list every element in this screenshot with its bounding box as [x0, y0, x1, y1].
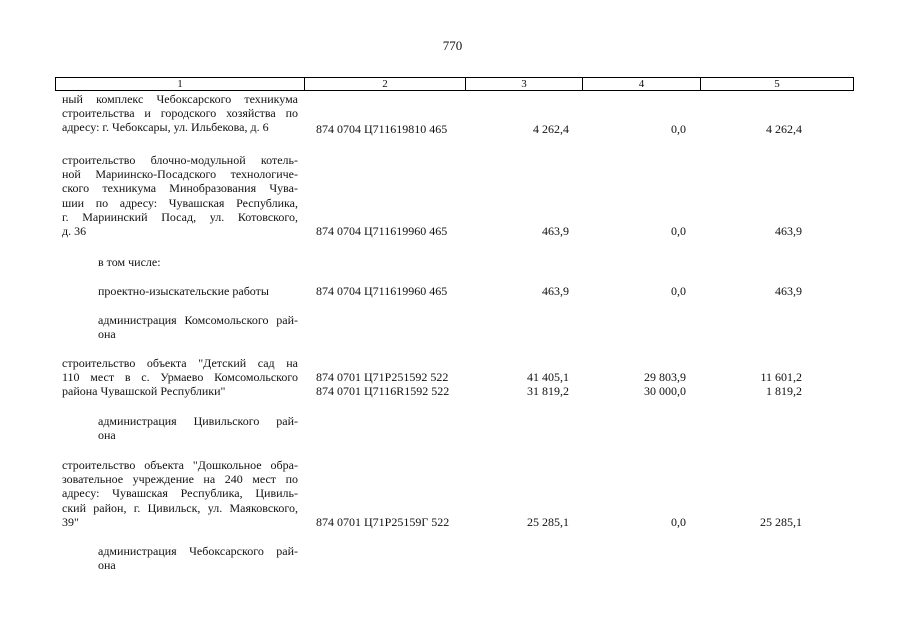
description-line: она [98, 428, 116, 443]
value-col4: 0,0 [671, 515, 686, 529]
budget-code: 874 0704 Ц711619960 465 [316, 284, 448, 298]
value-col5: 25 285,1 [760, 515, 802, 529]
column-header-4: 4 [583, 78, 701, 90]
value-col5: 11 601,2 [760, 370, 802, 384]
description-line: в том числе: [98, 255, 161, 269]
description-line: шии по адресу: Чувашская Республика, [62, 195, 298, 210]
description-line: д. 36 [62, 224, 87, 239]
description-line: зовательное учреждение на 240 мест по [62, 472, 298, 487]
description-line: ский район, г. Цивильск, ул. Маяковского, [62, 500, 298, 515]
value-col3: 31 819,2 [527, 384, 569, 398]
row-description [62, 92, 298, 135]
description-line: строительство объекта "Дошкольное обра- [62, 458, 298, 472]
budget-code: 874 0701 Ц71Р251592 522 [316, 370, 449, 384]
description-line: проектно-изыскательские работы [98, 284, 269, 298]
value-col5: 4 262,4 [766, 122, 802, 136]
row-description [98, 255, 298, 269]
row-description [98, 313, 298, 341]
row-description [62, 458, 298, 529]
value-col4: 0,0 [671, 122, 686, 136]
description-line: она [98, 558, 116, 573]
page-number: 770 [442, 38, 463, 53]
description-line: строительства и городского хозяйства по [62, 106, 298, 121]
value-col3: 41 405,1 [527, 370, 569, 384]
column-header-1: 1 [56, 78, 305, 90]
value-col5: 463,9 [775, 284, 802, 298]
description-line: 39" [62, 514, 79, 529]
table-header [55, 77, 854, 91]
budget-code: 874 0704 Ц711619810 465 [316, 122, 448, 136]
row-description [98, 414, 298, 442]
value-col5: 463,9 [775, 224, 802, 238]
description-line: администрация Комсомольского рай- [98, 313, 298, 327]
description-line: адресу: Чувашская Республика, Цивиль- [62, 486, 298, 501]
budget-code: 874 0701 Ц71Р25159Г 522 [316, 515, 450, 529]
column-header-3: 3 [466, 78, 583, 90]
description-line: адресу: г. Чебоксары, ул. Ильбекова, д. 6 [62, 120, 269, 135]
value-col4: 0,0 [671, 224, 686, 238]
value-col3: 4 262,4 [533, 122, 569, 136]
value-col5: 1 819,2 [766, 384, 802, 398]
description-line: г. Мариинский Посад, ул. Котовского, [62, 209, 298, 224]
description-line: она [98, 327, 116, 342]
description-line: администрация Цивильского рай- [98, 414, 298, 428]
description-line: строительство объекта "Детский сад на [62, 356, 298, 370]
value-col3: 25 285,1 [527, 515, 569, 529]
description-line: администрация Чебоксарского рай- [98, 544, 298, 558]
value-col3: 463,9 [542, 224, 569, 238]
row-description [98, 544, 298, 572]
value-col4: 0,0 [671, 284, 686, 298]
value-col3: 463,9 [542, 284, 569, 298]
column-header-2: 2 [305, 78, 466, 90]
row-description [62, 356, 298, 399]
description-line: ского техникума Минобразования Чува- [62, 181, 298, 196]
budget-code: 874 0701 Ц7116R1592 522 [316, 384, 450, 398]
budget-code: 874 0704 Ц711619960 465 [316, 224, 448, 238]
value-col4: 29 803,9 [644, 370, 686, 384]
row-description [62, 153, 298, 238]
description-line: района Чувашской Республики" [62, 384, 226, 399]
description-line: ный комплекс Чебоксарского техникума [62, 92, 298, 106]
description-line: строительство блочно-модульной котель- [62, 153, 298, 167]
column-header-5: 5 [774, 78, 780, 90]
description-line: ной Мариинско-Посадского технологиче- [62, 167, 298, 182]
description-line: 110 мест в с. Урмаево Комсомольского [62, 370, 298, 385]
value-col4: 30 000,0 [644, 384, 686, 398]
row-description [98, 284, 298, 298]
